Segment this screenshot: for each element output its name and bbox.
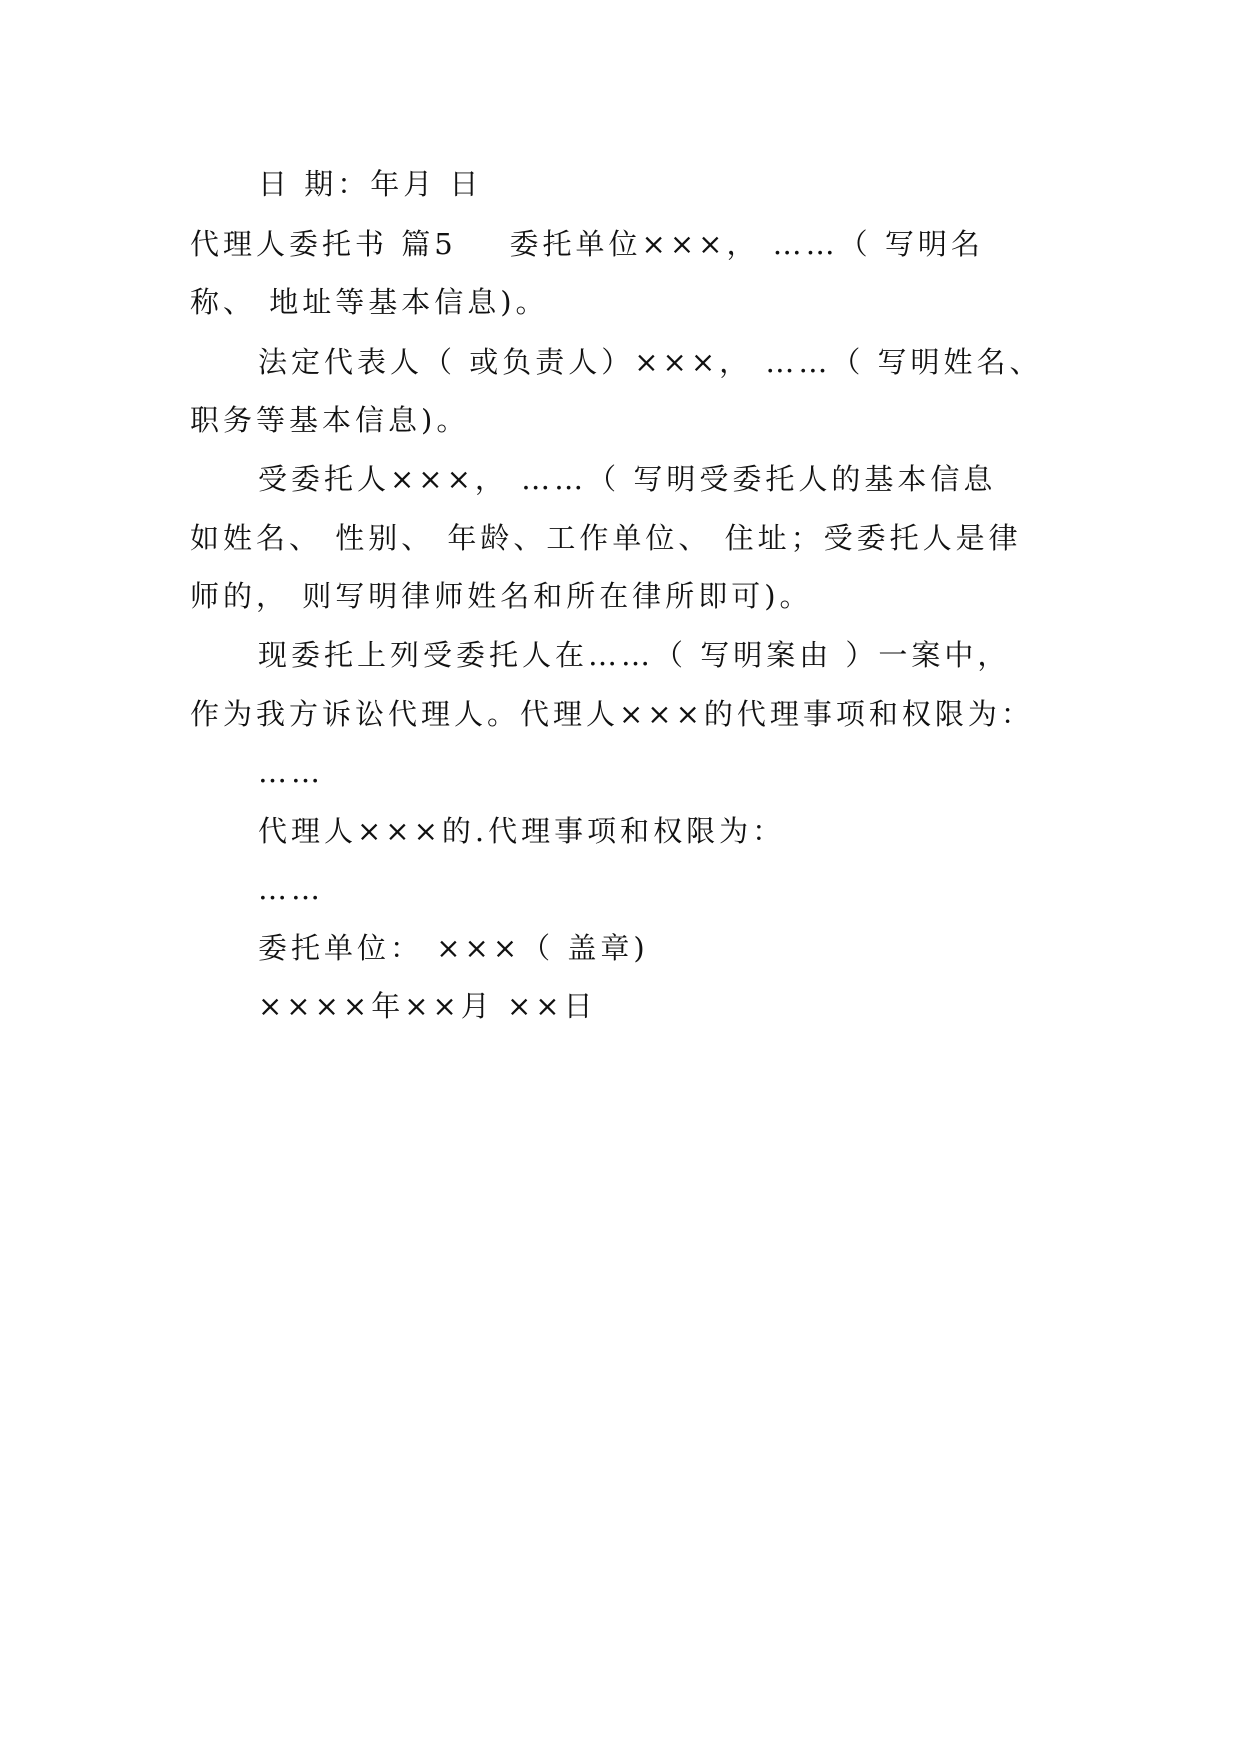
date-line: 日 期：年月 日 (258, 167, 483, 201)
agent-authority-line: 作为我方诉讼代理人。代理人×××的代理事项和权限为： (190, 697, 1034, 731)
legal-representative-info: 职务等基本信息)。 (190, 403, 470, 437)
principal-info-line: 称、 地址等基本信息)。 (190, 285, 549, 319)
agent-line: 受委托人×××， ……（ 写明受委托人的基本信息 (258, 462, 997, 496)
title-and-principal-line: 代理人委托书 篇5 委托单位×××， ……（ 写明名 (190, 227, 984, 261)
agent-authority-line-2: 代理人×××的.代理事项和权限为： (258, 814, 786, 848)
ellipsis-1: …… (258, 755, 324, 789)
signature-unit-line: 委托单位： ×××（ 盖章) (258, 931, 649, 965)
ellipsis-2: …… (258, 872, 324, 906)
agent-lawyer-line: 师的， 则写明律师姓名和所在律所即可)。 (190, 579, 813, 613)
signature-date-line: ××××年××月 ××日 (258, 989, 597, 1023)
agent-info-line: 如姓名、 性别、 年龄、工作单位、 住址；受委托人是律 (190, 521, 1022, 555)
legal-representative-line: 法定代表人（ 或负责人）×××， ……（ 写明姓名、 (258, 345, 1043, 379)
entrust-case-line: 现委托上列受委托人在……（ 写明案由 ）一案中， (258, 638, 1011, 672)
